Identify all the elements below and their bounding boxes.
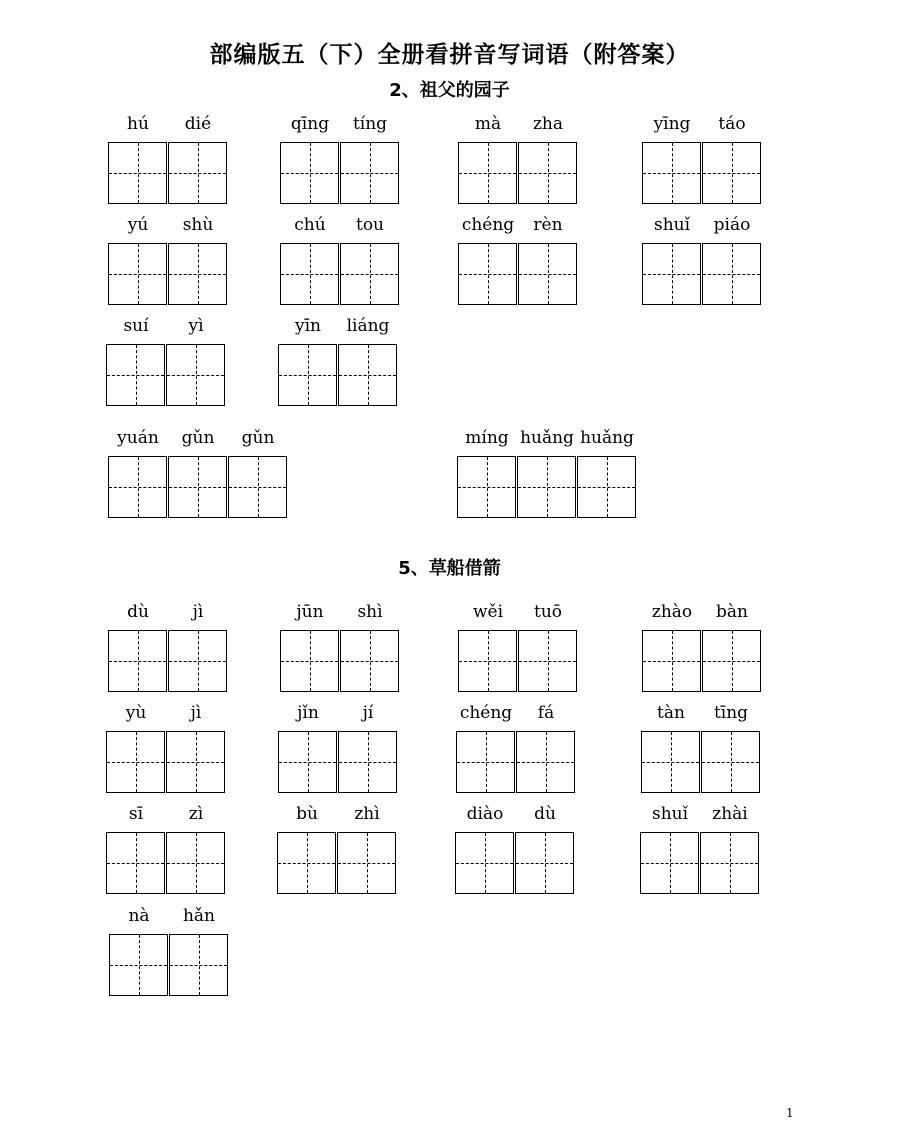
pinyin-syllable: bù (296, 804, 318, 824)
pinyin-syllable: yù (125, 703, 147, 723)
grid-horizontal-guide (341, 173, 398, 174)
writing-grid-box[interactable] (518, 630, 577, 692)
writing-grid-box[interactable] (702, 630, 761, 692)
pinyin-syllable: dié (184, 114, 212, 134)
writing-grid-box[interactable] (457, 456, 516, 518)
pinyin-syllable: tou (355, 215, 385, 235)
grid-horizontal-guide (459, 661, 516, 662)
grid-horizontal-guide (107, 863, 164, 864)
grid-horizontal-guide (169, 173, 226, 174)
grid-horizontal-guide (519, 661, 576, 662)
grid-horizontal-guide (518, 487, 575, 488)
pinyin-syllable: qīng (290, 114, 330, 134)
writing-grid-box[interactable] (106, 832, 165, 894)
pinyin-syllable: nà (128, 906, 150, 926)
page-number: 1 (786, 1106, 794, 1120)
writing-grid-box[interactable] (277, 832, 336, 894)
pinyin-syllable: chéng (461, 215, 515, 235)
pinyin-syllable: yuán (117, 428, 159, 448)
writing-grid-box[interactable] (278, 344, 337, 406)
writing-grid-box[interactable] (169, 934, 228, 996)
pinyin-syllable: zhì (354, 804, 380, 824)
grid-horizontal-guide (169, 487, 226, 488)
pinyin-syllable: chú (294, 215, 326, 235)
grid-horizontal-guide (107, 375, 164, 376)
writing-grid-box[interactable] (338, 344, 397, 406)
pinyin-syllable: piáo (713, 215, 751, 235)
pinyin-syllable: shù (182, 215, 214, 235)
section-heading-2: 5、草船借箭 (398, 558, 501, 579)
writing-grid-box[interactable] (700, 832, 759, 894)
writing-grid-box[interactable] (701, 731, 760, 793)
pinyin-syllable: liáng (346, 316, 390, 336)
grid-horizontal-guide (458, 487, 515, 488)
pinyin-syllable: fá (537, 703, 555, 723)
grid-horizontal-guide (110, 965, 167, 966)
writing-grid-box[interactable] (458, 630, 517, 692)
writing-grid-box[interactable] (108, 243, 167, 305)
grid-horizontal-guide (339, 375, 396, 376)
grid-horizontal-guide (703, 173, 760, 174)
writing-grid-box[interactable] (168, 142, 227, 204)
writing-grid-box[interactable] (166, 731, 225, 793)
writing-grid-box[interactable] (108, 142, 167, 204)
pinyin-syllable: chéng (459, 703, 513, 723)
pinyin-syllable: zhài (712, 804, 748, 824)
grid-horizontal-guide (167, 762, 224, 763)
writing-grid-box[interactable] (168, 456, 227, 518)
writing-grid-box[interactable] (280, 142, 339, 204)
grid-horizontal-guide (519, 173, 576, 174)
grid-horizontal-guide (338, 863, 395, 864)
writing-grid-box[interactable] (702, 142, 761, 204)
grid-horizontal-guide (109, 487, 166, 488)
pinyin-syllable: wěi (472, 602, 504, 622)
grid-horizontal-guide (167, 375, 224, 376)
grid-horizontal-guide (459, 274, 516, 275)
grid-horizontal-guide (281, 274, 338, 275)
writing-grid-box[interactable] (168, 243, 227, 305)
grid-horizontal-guide (109, 173, 166, 174)
grid-horizontal-guide (170, 965, 227, 966)
writing-grid-box[interactable] (640, 832, 699, 894)
writing-grid-box[interactable] (228, 456, 287, 518)
pinyin-syllable: tàn (657, 703, 685, 723)
pinyin-syllable: jūn (296, 602, 324, 622)
pinyin-syllable: shì (357, 602, 383, 622)
grid-horizontal-guide (279, 762, 336, 763)
pinyin-syllable: tíng (352, 114, 388, 134)
writing-grid-box[interactable] (642, 630, 701, 692)
grid-horizontal-guide (341, 274, 398, 275)
grid-horizontal-guide (281, 173, 338, 174)
pinyin-syllable: jí (362, 703, 374, 723)
writing-grid-box[interactable] (108, 630, 167, 692)
grid-horizontal-guide (519, 274, 576, 275)
pinyin-syllable: diào (466, 804, 504, 824)
grid-horizontal-guide (701, 863, 758, 864)
grid-horizontal-guide (516, 863, 573, 864)
grid-horizontal-guide (578, 487, 635, 488)
writing-grid-box[interactable] (517, 456, 576, 518)
grid-horizontal-guide (643, 173, 700, 174)
pinyin-syllable: tuō (533, 602, 563, 622)
writing-grid-box[interactable] (280, 243, 339, 305)
writing-grid-box[interactable] (642, 243, 701, 305)
grid-horizontal-guide (703, 274, 760, 275)
writing-grid-box[interactable] (338, 731, 397, 793)
writing-grid-box[interactable] (515, 832, 574, 894)
pinyin-syllable: yì (188, 316, 204, 336)
grid-horizontal-guide (642, 762, 699, 763)
grid-horizontal-guide (109, 274, 166, 275)
grid-horizontal-guide (278, 863, 335, 864)
writing-grid-box[interactable] (518, 142, 577, 204)
pinyin-syllable: bàn (716, 602, 748, 622)
grid-horizontal-guide (169, 661, 226, 662)
pinyin-syllable: yú (127, 215, 149, 235)
writing-grid-box[interactable] (702, 243, 761, 305)
writing-grid-box[interactable] (278, 731, 337, 793)
grid-horizontal-guide (703, 661, 760, 662)
writing-grid-box[interactable] (458, 142, 517, 204)
writing-grid-box[interactable] (641, 731, 700, 793)
writing-grid-box[interactable] (106, 731, 165, 793)
grid-horizontal-guide (339, 762, 396, 763)
pinyin-syllable: dù (127, 602, 149, 622)
writing-grid-box[interactable] (516, 731, 575, 793)
writing-grid-box[interactable] (106, 344, 165, 406)
pinyin-syllable: zì (188, 804, 204, 824)
pinyin-syllable: mà (474, 114, 502, 134)
writing-grid-box[interactable] (280, 630, 339, 692)
pinyin-syllable: shuǐ (653, 215, 691, 235)
grid-horizontal-guide (643, 661, 700, 662)
grid-horizontal-guide (109, 661, 166, 662)
pinyin-syllable: hú (127, 114, 149, 134)
writing-grid-box[interactable] (458, 243, 517, 305)
grid-horizontal-guide (457, 762, 514, 763)
pinyin-syllable: tīng (713, 703, 749, 723)
pinyin-syllable: yīng (653, 114, 691, 134)
pinyin-syllable: jì (190, 703, 202, 723)
pinyin-syllable: jǐn (297, 703, 319, 723)
grid-horizontal-guide (641, 863, 698, 864)
writing-grid-box[interactable] (577, 456, 636, 518)
grid-horizontal-guide (517, 762, 574, 763)
writing-grid-box[interactable] (455, 832, 514, 894)
document-title: 部编版五（下）全册看拼音写词语（附答案） (209, 42, 690, 68)
grid-horizontal-guide (167, 863, 224, 864)
grid-horizontal-guide (281, 661, 338, 662)
pinyin-syllable: táo (718, 114, 746, 134)
section-heading-1: 2、祖父的园子 (389, 80, 510, 101)
pinyin-syllable: zhào (651, 602, 693, 622)
grid-horizontal-guide (702, 762, 759, 763)
grid-horizontal-guide (107, 762, 164, 763)
grid-horizontal-guide (169, 274, 226, 275)
pinyin-syllable: jì (192, 602, 204, 622)
writing-grid-box[interactable] (642, 142, 701, 204)
writing-grid-box[interactable] (166, 344, 225, 406)
pinyin-syllable: sī (128, 804, 144, 824)
pinyin-syllable: zha (532, 114, 564, 134)
grid-horizontal-guide (643, 274, 700, 275)
writing-grid-box[interactable] (337, 832, 396, 894)
pinyin-syllable: huǎng (580, 428, 634, 448)
pinyin-syllable: rèn (533, 215, 563, 235)
writing-grid-box[interactable] (109, 934, 168, 996)
writing-grid-box[interactable] (166, 832, 225, 894)
grid-horizontal-guide (279, 375, 336, 376)
writing-grid-box[interactable] (340, 630, 399, 692)
pinyin-syllable: huǎng (520, 428, 574, 448)
writing-grid-box[interactable] (108, 456, 167, 518)
writing-grid-box[interactable] (340, 243, 399, 305)
pinyin-syllable: shuǐ (651, 804, 689, 824)
pinyin-syllable: gǔn (181, 428, 215, 448)
pinyin-syllable: míng (465, 428, 509, 448)
grid-horizontal-guide (456, 863, 513, 864)
pinyin-syllable: yīn (295, 316, 321, 336)
grid-horizontal-guide (459, 173, 516, 174)
grid-horizontal-guide (229, 487, 286, 488)
pinyin-syllable: dù (534, 804, 556, 824)
pinyin-syllable: suí (123, 316, 149, 336)
writing-grid-box[interactable] (456, 731, 515, 793)
writing-grid-box[interactable] (168, 630, 227, 692)
pinyin-syllable: gǔn (241, 428, 275, 448)
writing-grid-box[interactable] (518, 243, 577, 305)
grid-horizontal-guide (341, 661, 398, 662)
writing-grid-box[interactable] (340, 142, 399, 204)
pinyin-syllable: hǎn (182, 906, 216, 926)
